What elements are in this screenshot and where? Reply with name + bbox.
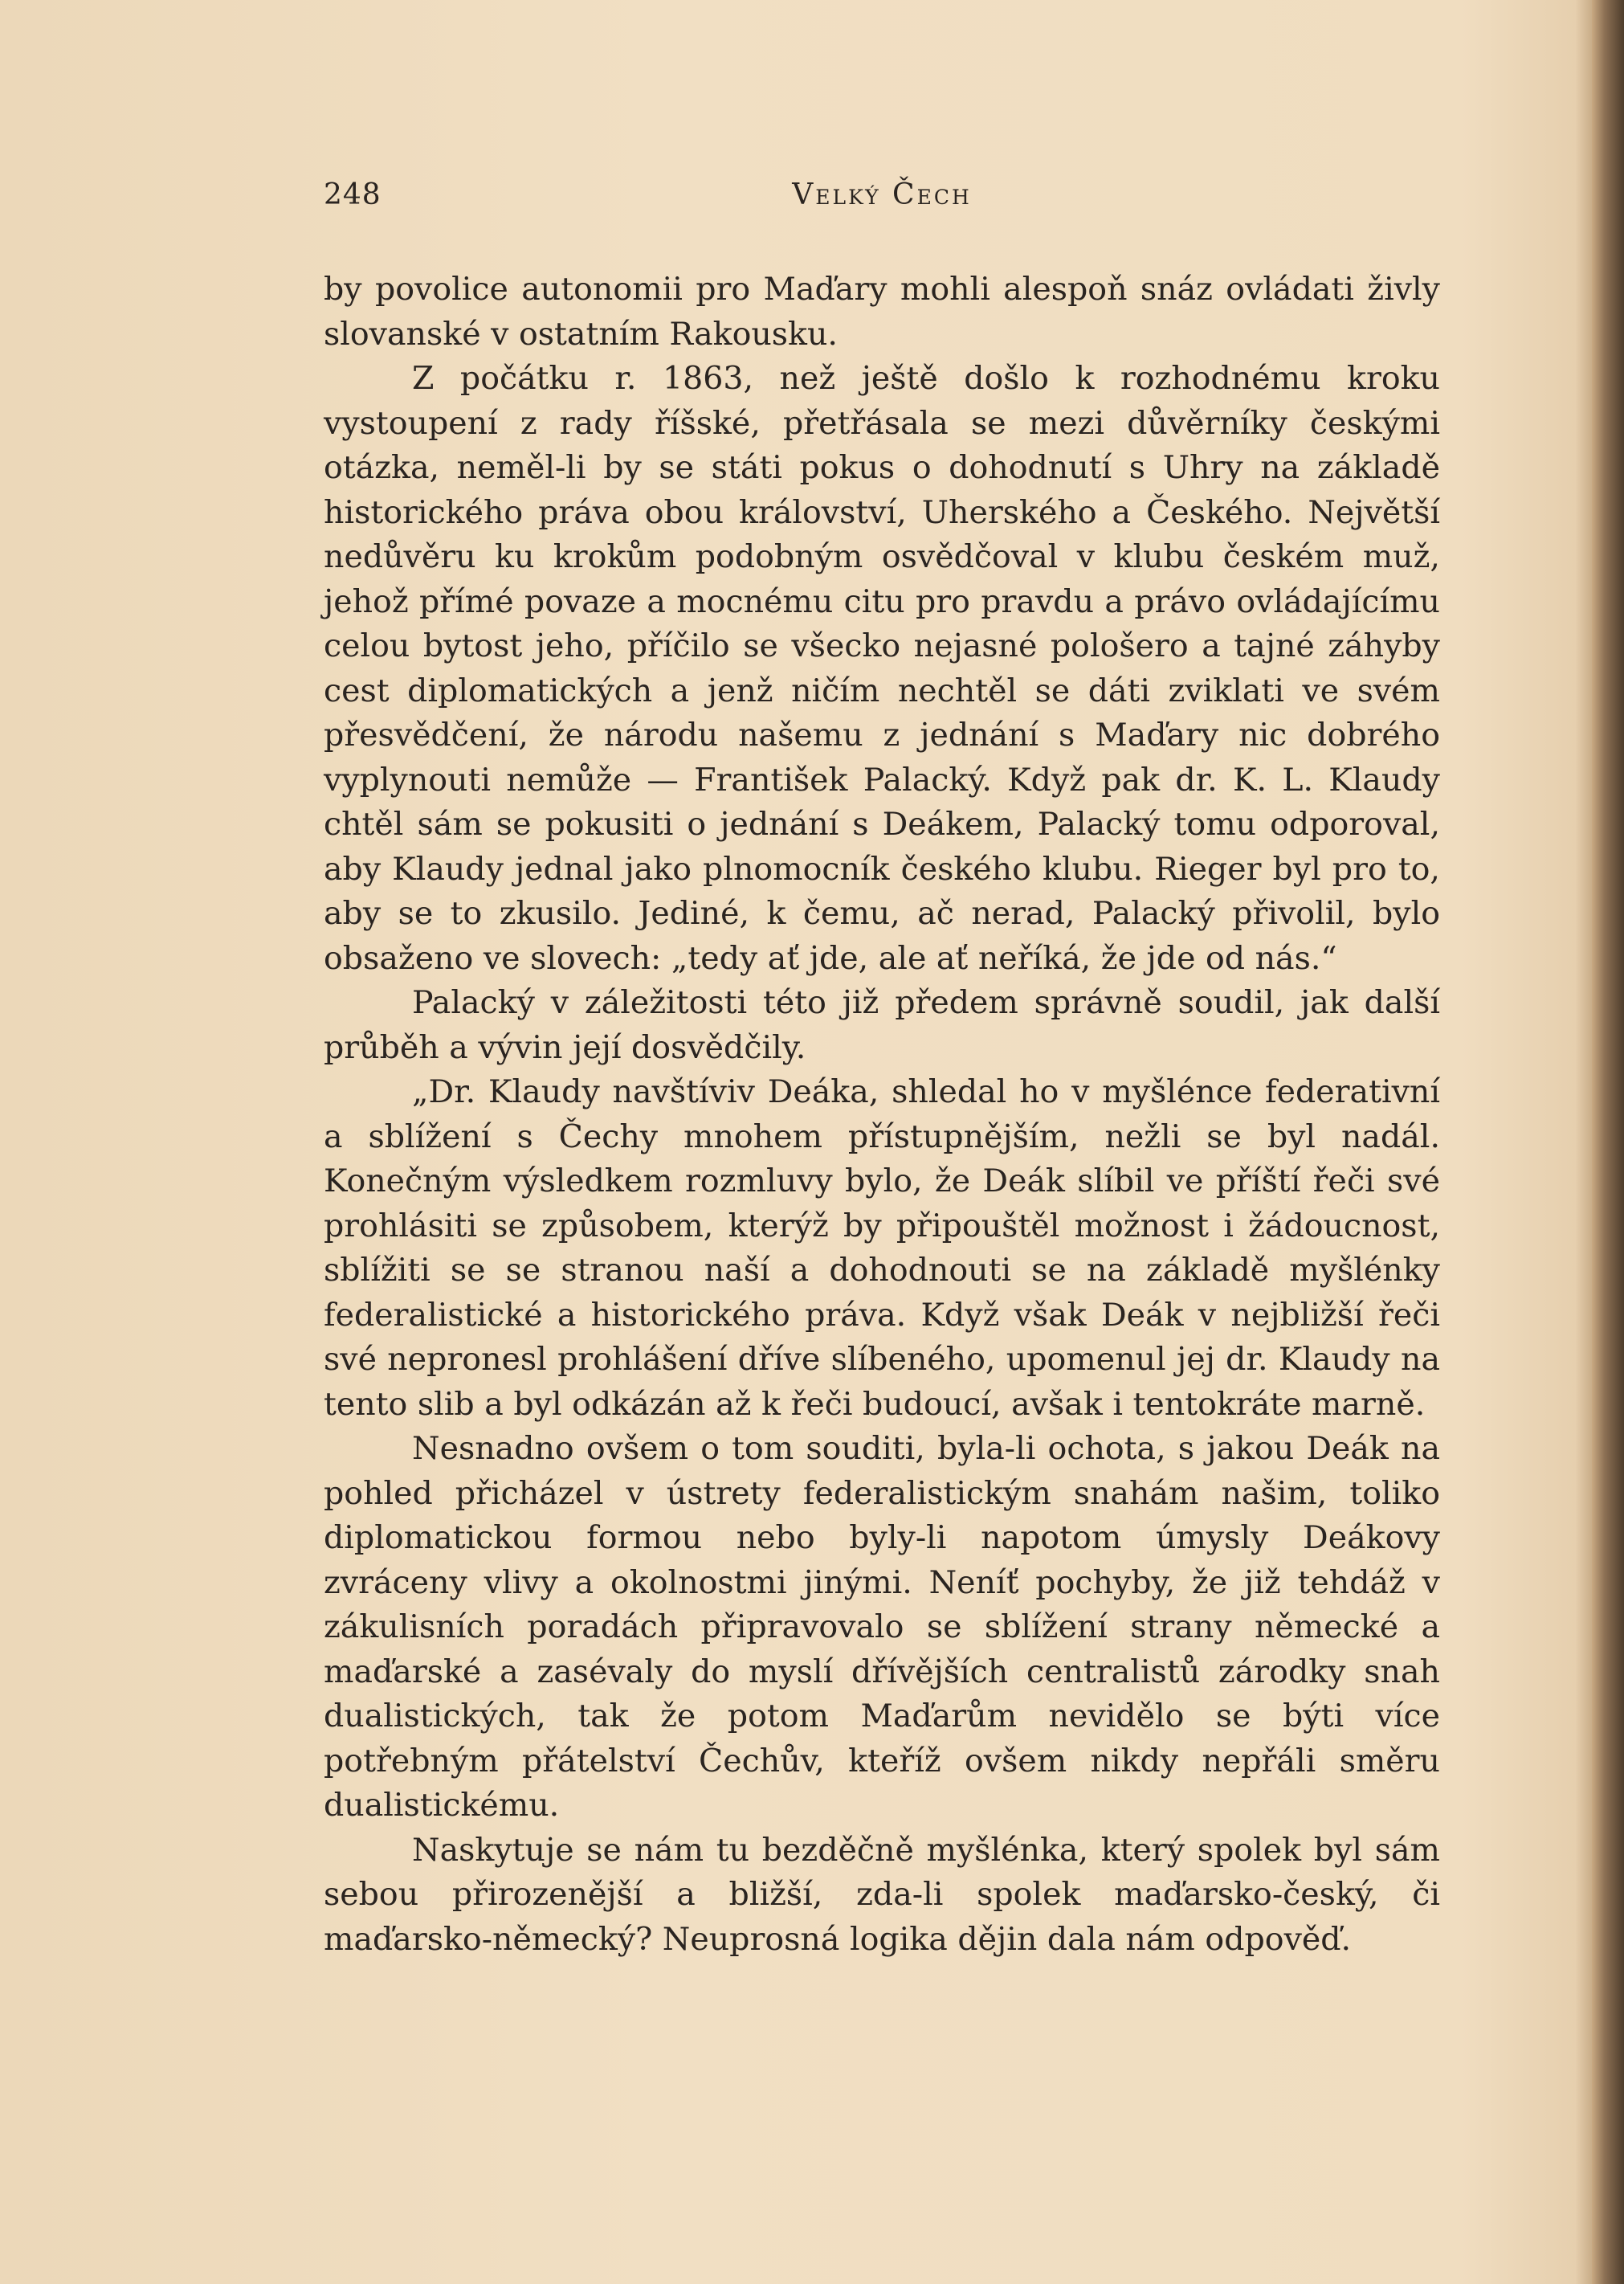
paragraph: Z počátku r. 1863, než ještě došlo k rozhodnému kroku vystoupení z rady říšské, přetřásala se mezi důvěrníky českými otázka, neměl-li by se státi pokus o dohodnutí s Uhry na základě historického práva obou království, Uherského a Českého. Největší nedůvěru ku krokům podobným osvědčoval v klubu českém muž, jehož přímé povaze a mocnému citu pro pravdu a právo ovládajícímu celou bytost jeho, příčilo se všecko nejasné pološero a tajné záhyby cest diplomatických a jenž ničím nechtěl se dáti zviklati ve svém přesvědčení, že národu našemu z jednání s Maďary nic dobrého vyplynouti nemůže — František Palacký. Když pak dr. K. L. Klaudy chtěl sám se pokusiti o jednání s Deákem, Palacký tomu odporoval, aby Klaudy jednal jako plnomocník českého klubu. Rieger byl pro to, aby se to zkusilo. Jediné, k čemu, ač nerad, Palacký přivolil, bylo obsaženo ve slovech: „tedy ať jde, ale ať neříká, že jde od nás.“ bbox=[324, 360, 1440, 977]
body-text bbox=[324, 268, 1440, 1962]
paragraph: Nesnadno ovšem o tom souditi, byla-li ochota, s jakou Deák na pohled přicházel v ústrety federalistickým snahám našim, toliko diplomatickou formou nebo byly-li napotom úmysly Deákovy zvráceny vlivy a okolnostmi jinými. Neníť pochyby, že již tehdáž v zákulisních poradách připravovalo se sblížení strany německé a maďarské a zasévaly do myslí dřívějších centralistů zárodky snah dualistických, tak že potom Maďarům nevidělo se býti více potřebným přátelství Čechův, kteříž ovšem nikdy nepřáli směru dualistickému. bbox=[324, 1430, 1440, 1824]
page-number: 248 bbox=[324, 178, 382, 211]
paragraph-continuation: by povolice autonomii pro Maďary mohli alespoň snáz ovládati živly slovanské v ostatním Rakousku. bbox=[324, 271, 1440, 353]
running-head: Velký Čech bbox=[792, 178, 972, 211]
book-spine-edge bbox=[1592, 0, 1624, 2284]
paragraph: Palacký v záležitosti této již předem správně soudil, jak další průběh a vývin její dosvědčily. bbox=[324, 984, 1440, 1066]
paragraph: Naskytuje se nám tu bezděčně myšlénka, který spolek byl sám sebou přirozenější a bližší, zda-li spolek maďarsko-český, či maďarsko-německý? Neuprosná logika dějin dala nám odpověď. bbox=[324, 1831, 1440, 1958]
page-header bbox=[324, 178, 1440, 227]
paragraph: „Dr. Klaudy navštíviv Deáka, shledal ho v myšlénce federativní a sblížení s Čechy mnohem přístupnějším, nežli se byl nadál. Konečným výsledkem rozmluvy bylo, že Deák slíbil ve příští řeči své prohlásiti se způsobem, kterýž by připouštěl možnost i žádoucnost, sblížiti se se stranou naší a dohodnouti se na základě myšlénky federalistické a historického práva. Když však Deák v nejbližší řeči své nepronesl prohlášení dříve slíbeného, upomenul jej dr. Klaudy na tento slib a byl odkázán až k řeči budoucí, avšak i tentokráte marně. bbox=[324, 1073, 1440, 1423]
